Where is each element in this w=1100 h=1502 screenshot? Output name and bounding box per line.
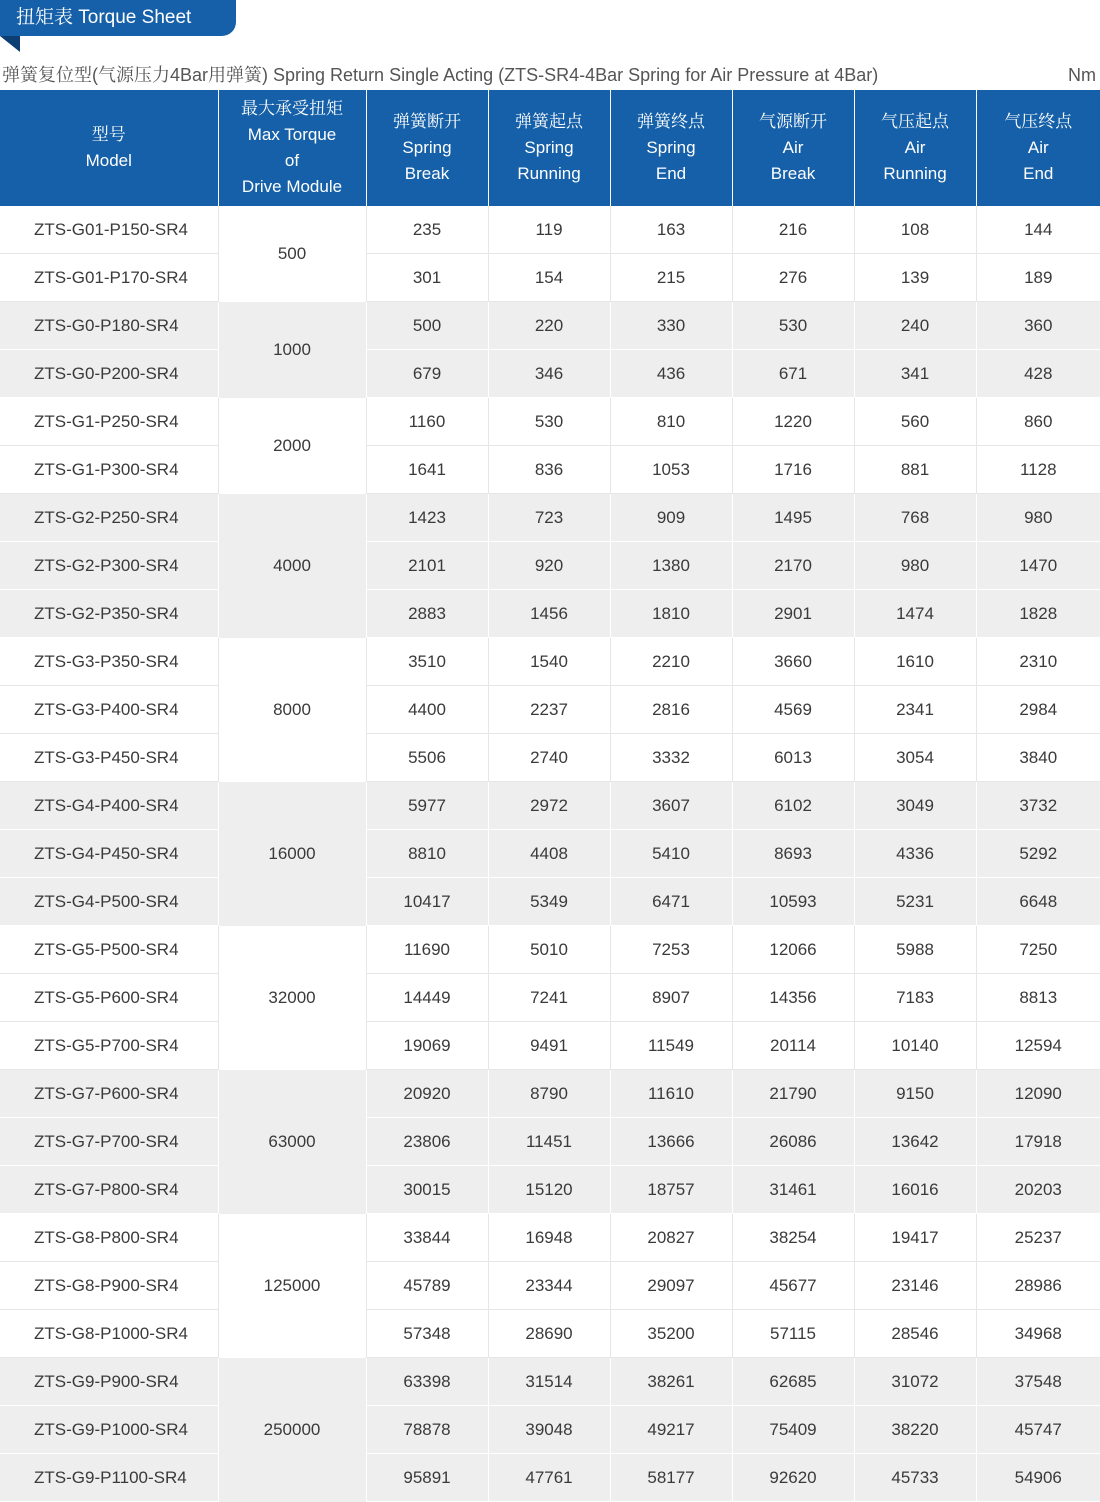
value-cell: 7250 (976, 926, 1100, 974)
max-torque-cell: 125000 (218, 1214, 366, 1358)
model-cell: ZTS-G7-P700-SR4 (0, 1118, 218, 1166)
column-header-en: Air (977, 135, 1100, 161)
value-cell: 5977 (366, 782, 488, 830)
max-torque-cell: 16000 (218, 782, 366, 926)
value-cell: 920 (488, 542, 610, 590)
value-cell: 3510 (366, 638, 488, 686)
value-cell: 16016 (854, 1166, 976, 1214)
column-header-en: Air (733, 135, 854, 161)
value-cell: 2237 (488, 686, 610, 734)
value-cell: 3660 (732, 638, 854, 686)
value-cell: 11610 (610, 1070, 732, 1118)
column-header (976, 90, 1100, 206)
model-cell: ZTS-G2-P300-SR4 (0, 542, 218, 590)
value-cell: 75409 (732, 1406, 854, 1454)
column-header-en: End (977, 161, 1100, 187)
torque-table (0, 90, 1100, 1502)
value-cell: 215 (610, 254, 732, 302)
model-cell: ZTS-G7-P800-SR4 (0, 1166, 218, 1214)
value-cell: 35200 (610, 1310, 732, 1358)
model-cell: ZTS-G8-P1000-SR4 (0, 1310, 218, 1358)
value-cell: 63398 (366, 1358, 488, 1406)
value-cell: 2341 (854, 686, 976, 734)
value-cell: 4336 (854, 830, 976, 878)
value-cell: 31461 (732, 1166, 854, 1214)
value-cell: 23146 (854, 1262, 976, 1310)
value-cell: 810 (610, 398, 732, 446)
value-cell: 3332 (610, 734, 732, 782)
value-cell: 139 (854, 254, 976, 302)
table-row (0, 1022, 1100, 1070)
value-cell: 2972 (488, 782, 610, 830)
value-cell: 330 (610, 302, 732, 350)
sheet-title-tab (0, 0, 236, 36)
table-row (0, 542, 1100, 590)
table-row (0, 350, 1100, 398)
value-cell: 49217 (610, 1406, 732, 1454)
value-cell: 62685 (732, 1358, 854, 1406)
value-cell: 45747 (976, 1406, 1100, 1454)
table-row (0, 1358, 1100, 1406)
value-cell: 21790 (732, 1070, 854, 1118)
value-cell: 19069 (366, 1022, 488, 1070)
subtitle-text: 弹簧复位型(气源压力4Bar用弹簧) Spring Return Single Acting (ZTS-SR4-4Bar Spring for Air Pressure at 4Bar) (2, 65, 878, 85)
column-header-en: of (219, 148, 366, 174)
model-cell: ZTS-G1-P250-SR4 (0, 398, 218, 446)
value-cell: 163 (610, 206, 732, 254)
model-cell: ZTS-G01-P170-SR4 (0, 254, 218, 302)
value-cell: 45789 (366, 1262, 488, 1310)
value-cell: 1474 (854, 590, 976, 638)
table-row (0, 446, 1100, 494)
value-cell: 14356 (732, 974, 854, 1022)
column-header-en: Running (855, 161, 976, 187)
table-row (0, 206, 1100, 254)
value-cell: 11451 (488, 1118, 610, 1166)
value-cell: 7253 (610, 926, 732, 974)
value-cell: 8810 (366, 830, 488, 878)
model-cell: ZTS-G5-P500-SR4 (0, 926, 218, 974)
column-header-zh: 最大承受扭矩 (219, 96, 366, 122)
model-cell: ZTS-G1-P300-SR4 (0, 446, 218, 494)
column-header-zh: 气源断开 (733, 109, 854, 135)
model-cell: ZTS-G2-P350-SR4 (0, 590, 218, 638)
column-header-en: Break (733, 161, 854, 187)
column-header-en: End (611, 161, 732, 187)
table-row (0, 782, 1100, 830)
value-cell: 7183 (854, 974, 976, 1022)
value-cell: 10140 (854, 1022, 976, 1070)
value-cell: 3732 (976, 782, 1100, 830)
value-cell: 33844 (366, 1214, 488, 1262)
column-header (366, 90, 488, 206)
value-cell: 860 (976, 398, 1100, 446)
value-cell: 119 (488, 206, 610, 254)
value-cell: 5506 (366, 734, 488, 782)
value-cell: 189 (976, 254, 1100, 302)
model-cell: ZTS-G0-P200-SR4 (0, 350, 218, 398)
value-cell: 4408 (488, 830, 610, 878)
value-cell: 836 (488, 446, 610, 494)
value-cell: 29097 (610, 1262, 732, 1310)
value-cell: 38261 (610, 1358, 732, 1406)
table-row (0, 1070, 1100, 1118)
column-header-zh: 气压终点 (977, 109, 1100, 135)
value-cell: 5349 (488, 878, 610, 926)
table-row (0, 590, 1100, 638)
value-cell: 2816 (610, 686, 732, 734)
value-cell: 1456 (488, 590, 610, 638)
value-cell: 23806 (366, 1118, 488, 1166)
sheet-title: 扭矩表 Torque Sheet (16, 7, 191, 28)
value-cell: 8813 (976, 974, 1100, 1022)
table-body (0, 206, 1100, 1502)
value-cell: 1610 (854, 638, 976, 686)
value-cell: 20920 (366, 1070, 488, 1118)
table-row (0, 254, 1100, 302)
value-cell: 28690 (488, 1310, 610, 1358)
value-cell: 341 (854, 350, 976, 398)
column-header-zh: 气压起点 (855, 109, 976, 135)
max-torque-cell: 8000 (218, 638, 366, 782)
value-cell: 11549 (610, 1022, 732, 1070)
value-cell: 12594 (976, 1022, 1100, 1070)
value-cell: 1828 (976, 590, 1100, 638)
max-torque-cell: 63000 (218, 1070, 366, 1214)
value-cell: 723 (488, 494, 610, 542)
value-cell: 768 (854, 494, 976, 542)
value-cell: 18757 (610, 1166, 732, 1214)
model-cell: ZTS-G01-P150-SR4 (0, 206, 218, 254)
model-cell: ZTS-G9-P1000-SR4 (0, 1406, 218, 1454)
value-cell: 38254 (732, 1214, 854, 1262)
model-cell: ZTS-G9-P900-SR4 (0, 1358, 218, 1406)
column-header-en: Spring (367, 135, 488, 161)
table-row (0, 1262, 1100, 1310)
table-row (0, 1214, 1100, 1262)
model-cell: ZTS-G4-P400-SR4 (0, 782, 218, 830)
value-cell: 78878 (366, 1406, 488, 1454)
value-cell: 8907 (610, 974, 732, 1022)
value-cell: 5410 (610, 830, 732, 878)
value-cell: 8790 (488, 1070, 610, 1118)
value-cell: 16948 (488, 1214, 610, 1262)
value-cell: 58177 (610, 1454, 732, 1502)
value-cell: 1220 (732, 398, 854, 446)
model-cell: ZTS-G4-P500-SR4 (0, 878, 218, 926)
value-cell: 360 (976, 302, 1100, 350)
value-cell: 1716 (732, 446, 854, 494)
value-cell: 57348 (366, 1310, 488, 1358)
value-cell: 5010 (488, 926, 610, 974)
table-row (0, 398, 1100, 446)
model-cell: ZTS-G4-P450-SR4 (0, 830, 218, 878)
model-cell: ZTS-G9-P1100-SR4 (0, 1454, 218, 1502)
value-cell: 57115 (732, 1310, 854, 1358)
column-header (218, 90, 366, 206)
value-cell: 1423 (366, 494, 488, 542)
max-torque-cell: 4000 (218, 494, 366, 638)
column-header (732, 90, 854, 206)
value-cell: 1160 (366, 398, 488, 446)
value-cell: 5988 (854, 926, 976, 974)
value-cell: 428 (976, 350, 1100, 398)
table-row (0, 638, 1100, 686)
table-row (0, 1454, 1100, 1502)
value-cell: 3054 (854, 734, 976, 782)
value-cell: 7241 (488, 974, 610, 1022)
value-cell: 980 (976, 494, 1100, 542)
value-cell: 34968 (976, 1310, 1100, 1358)
table-row (0, 926, 1100, 974)
model-cell: ZTS-G7-P600-SR4 (0, 1070, 218, 1118)
value-cell: 54906 (976, 1454, 1100, 1502)
value-cell: 5231 (854, 878, 976, 926)
value-cell: 11690 (366, 926, 488, 974)
value-cell: 31514 (488, 1358, 610, 1406)
value-cell: 1641 (366, 446, 488, 494)
value-cell: 144 (976, 206, 1100, 254)
value-cell: 560 (854, 398, 976, 446)
table-row (0, 1118, 1100, 1166)
model-cell: ZTS-G8-P800-SR4 (0, 1214, 218, 1262)
model-cell: ZTS-G5-P600-SR4 (0, 974, 218, 1022)
value-cell: 92620 (732, 1454, 854, 1502)
value-cell: 1810 (610, 590, 732, 638)
column-header (610, 90, 732, 206)
value-cell: 45677 (732, 1262, 854, 1310)
model-cell: ZTS-G2-P250-SR4 (0, 494, 218, 542)
column-header (0, 90, 218, 206)
value-cell: 30015 (366, 1166, 488, 1214)
value-cell: 19417 (854, 1214, 976, 1262)
value-cell: 8693 (732, 830, 854, 878)
model-cell: ZTS-G0-P180-SR4 (0, 302, 218, 350)
value-cell: 1540 (488, 638, 610, 686)
unit-label: Nm (1068, 62, 1096, 88)
table-row (0, 830, 1100, 878)
value-cell: 1380 (610, 542, 732, 590)
value-cell: 2101 (366, 542, 488, 590)
column-header-zh: 弹簧起点 (489, 109, 610, 135)
value-cell: 530 (488, 398, 610, 446)
value-cell: 9491 (488, 1022, 610, 1070)
max-torque-cell: 1000 (218, 302, 366, 398)
value-cell: 14449 (366, 974, 488, 1022)
value-cell: 95891 (366, 1454, 488, 1502)
column-header (854, 90, 976, 206)
value-cell: 1495 (732, 494, 854, 542)
value-cell: 10593 (732, 878, 854, 926)
value-cell: 12066 (732, 926, 854, 974)
value-cell: 500 (366, 302, 488, 350)
value-cell: 3049 (854, 782, 976, 830)
column-header-en: Spring (611, 135, 732, 161)
value-cell: 39048 (488, 1406, 610, 1454)
value-cell: 220 (488, 302, 610, 350)
value-cell: 3840 (976, 734, 1100, 782)
value-cell: 13666 (610, 1118, 732, 1166)
value-cell: 45733 (854, 1454, 976, 1502)
value-cell: 17918 (976, 1118, 1100, 1166)
column-header (488, 90, 610, 206)
column-header-en: Running (489, 161, 610, 187)
value-cell: 31072 (854, 1358, 976, 1406)
value-cell: 346 (488, 350, 610, 398)
column-header-en: Drive Module (219, 174, 366, 200)
max-torque-cell: 250000 (218, 1358, 366, 1502)
value-cell: 2984 (976, 686, 1100, 734)
value-cell: 6648 (976, 878, 1100, 926)
value-cell: 15120 (488, 1166, 610, 1214)
value-cell: 2901 (732, 590, 854, 638)
column-header-en: Model (0, 148, 218, 174)
value-cell: 37548 (976, 1358, 1100, 1406)
value-cell: 6102 (732, 782, 854, 830)
column-header-en: Spring (489, 135, 610, 161)
table-subtitle (2, 62, 1098, 88)
value-cell: 25237 (976, 1214, 1100, 1262)
max-torque-cell: 2000 (218, 398, 366, 494)
value-cell: 235 (366, 206, 488, 254)
value-cell: 276 (732, 254, 854, 302)
table-row (0, 974, 1100, 1022)
value-cell: 216 (732, 206, 854, 254)
column-header-zh: 弹簧断开 (367, 109, 488, 135)
table-row (0, 686, 1100, 734)
value-cell: 23344 (488, 1262, 610, 1310)
table-row (0, 1406, 1100, 1454)
table-row (0, 734, 1100, 782)
value-cell: 1053 (610, 446, 732, 494)
column-header-zh: 弹簧终点 (611, 109, 732, 135)
value-cell: 4400 (366, 686, 488, 734)
value-cell: 20203 (976, 1166, 1100, 1214)
model-cell: ZTS-G3-P400-SR4 (0, 686, 218, 734)
max-torque-cell: 500 (218, 206, 366, 302)
value-cell: 28546 (854, 1310, 976, 1358)
value-cell: 530 (732, 302, 854, 350)
value-cell: 2310 (976, 638, 1100, 686)
table-row (0, 1310, 1100, 1358)
value-cell: 881 (854, 446, 976, 494)
value-cell: 2883 (366, 590, 488, 638)
value-cell: 301 (366, 254, 488, 302)
value-cell: 980 (854, 542, 976, 590)
value-cell: 1128 (976, 446, 1100, 494)
model-cell: ZTS-G8-P900-SR4 (0, 1262, 218, 1310)
column-header-en: Max Torque (219, 122, 366, 148)
value-cell: 28986 (976, 1262, 1100, 1310)
table-row (0, 1166, 1100, 1214)
column-header-en: Break (367, 161, 488, 187)
model-cell: ZTS-G5-P700-SR4 (0, 1022, 218, 1070)
table-row (0, 302, 1100, 350)
value-cell: 26086 (732, 1118, 854, 1166)
table-row (0, 494, 1100, 542)
value-cell: 671 (732, 350, 854, 398)
value-cell: 4569 (732, 686, 854, 734)
value-cell: 9150 (854, 1070, 976, 1118)
value-cell: 436 (610, 350, 732, 398)
value-cell: 10417 (366, 878, 488, 926)
value-cell: 108 (854, 206, 976, 254)
value-cell: 38220 (854, 1406, 976, 1454)
value-cell: 154 (488, 254, 610, 302)
table-row (0, 878, 1100, 926)
value-cell: 240 (854, 302, 976, 350)
value-cell: 2170 (732, 542, 854, 590)
value-cell: 2740 (488, 734, 610, 782)
model-cell: ZTS-G3-P350-SR4 (0, 638, 218, 686)
value-cell: 20114 (732, 1022, 854, 1070)
column-header-zh: 型号 (0, 122, 218, 148)
tab-fold-decoration (0, 36, 20, 52)
value-cell: 6471 (610, 878, 732, 926)
value-cell: 2210 (610, 638, 732, 686)
value-cell: 1470 (976, 542, 1100, 590)
value-cell: 20827 (610, 1214, 732, 1262)
max-torque-cell: 32000 (218, 926, 366, 1070)
column-header-en: Air (855, 135, 976, 161)
value-cell: 909 (610, 494, 732, 542)
value-cell: 12090 (976, 1070, 1100, 1118)
value-cell: 6013 (732, 734, 854, 782)
value-cell: 3607 (610, 782, 732, 830)
value-cell: 679 (366, 350, 488, 398)
value-cell: 47761 (488, 1454, 610, 1502)
table-header-row (0, 90, 1100, 206)
value-cell: 13642 (854, 1118, 976, 1166)
model-cell: ZTS-G3-P450-SR4 (0, 734, 218, 782)
value-cell: 5292 (976, 830, 1100, 878)
